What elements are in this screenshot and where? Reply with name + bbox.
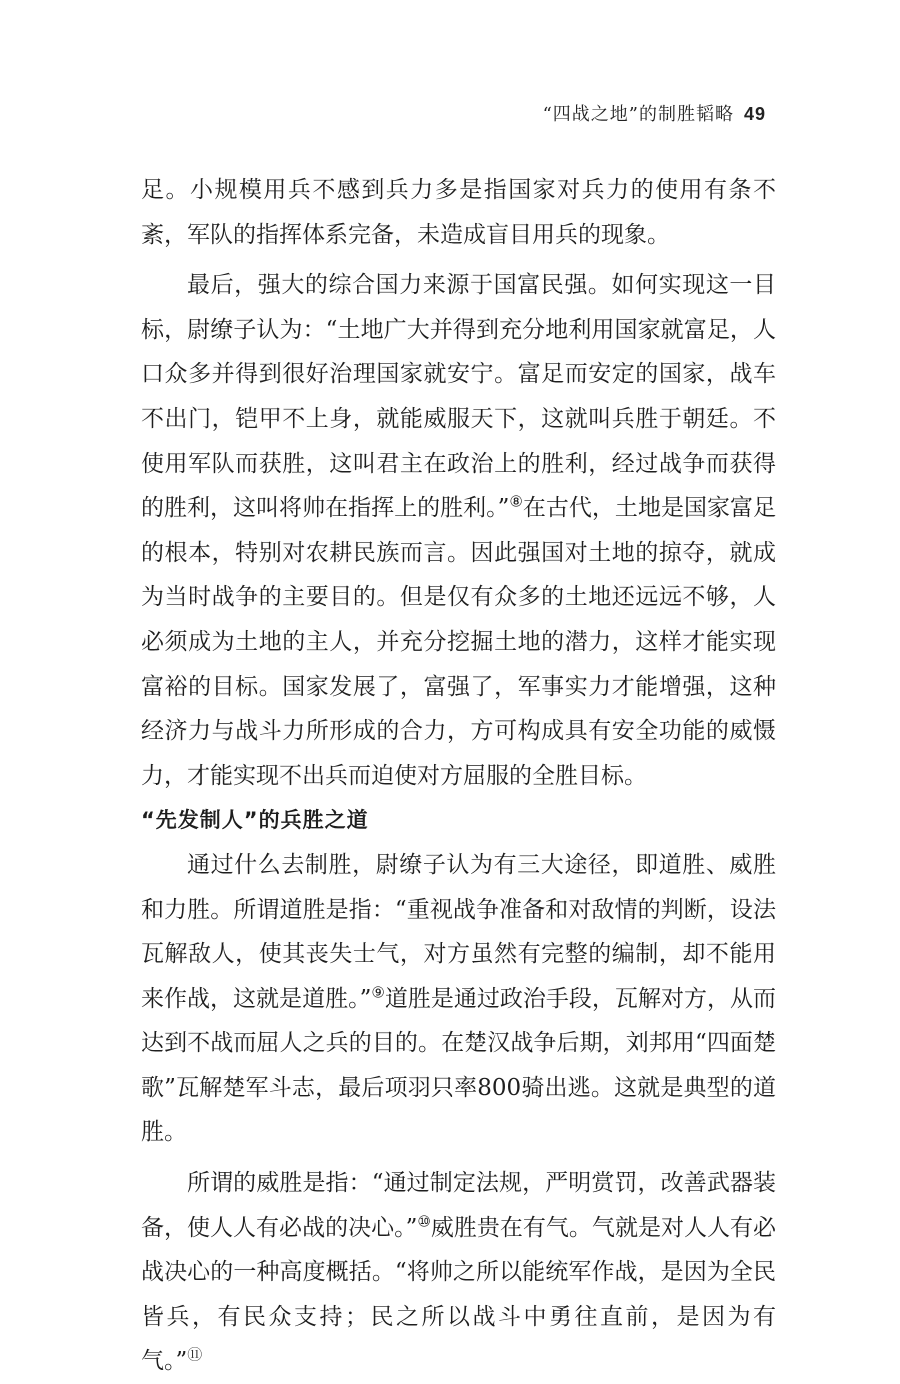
paragraph-text: 道胜是通过政治手段，瓦解对方，从而达到不战而屈人之兵的目的。在楚汉战争后期，刘邦用“四面楚歌”瓦解楚军斗志，最后项羽只率800骑出逃。这就是典型的道胜。 xyxy=(141,985,776,1146)
paragraph-continued xyxy=(141,168,776,257)
paragraph-text: 威胜贵在有气。气就是对人人有必战决心的一种高度概括。“将帅之所以能统军作战，是因为全民皆兵，有民众支持；民之所以战斗中勇往直前，是因为有气。” xyxy=(141,1214,777,1375)
running-header xyxy=(543,100,766,126)
paragraph-text: 足。小规模用兵不感到兵力多是指国家对兵力的使用有条不紊，军队的指挥体系完备，未造成盲目用兵的现象。 xyxy=(141,177,776,248)
paragraph-wei-victory xyxy=(141,1161,776,1384)
footnote-marker[interactable]: ⑨ xyxy=(371,983,385,1002)
paragraph-national-strength xyxy=(141,263,776,798)
footnote-marker[interactable]: ⑩ xyxy=(417,1212,431,1230)
running-title: “四战之地”的制胜韬略 xyxy=(542,104,734,125)
footnote-marker[interactable]: ⑪ xyxy=(187,1345,203,1364)
paragraph-dao-victory xyxy=(141,843,776,1155)
paragraph-text: 最后，强大的综合国力来源于国富民强。如何实现这一目标，尉缭子认为：“土地广大并得到充分地利用国家就富足，人口众多并得到很好治理国家就安宁。富足而安定的国家，战车不出门，铠甲不上身，就能威服天下，这就叫兵胜于朝廷。不使用军队而获胜，这叫君主在政治上的胜利，经过战争而获得的胜利，这叫将帅在指挥上的胜利。” xyxy=(141,272,776,522)
footnote-marker[interactable]: ⑧ xyxy=(509,492,523,511)
section-heading: “先发制人”的兵胜之道 xyxy=(141,808,369,833)
page-number: 49 xyxy=(743,104,766,124)
paragraph-text: 所谓的威胜是指：“通过制定法规，严明赏罚，改善武器装备，使人人有必战的决心。” xyxy=(141,1170,776,1241)
paragraph-text: 在古代，土地是国家富足的根本，特别对农耕民族而言。因此强国对土地的掠夺，就成为当时战争的主要目的。但是仅有众多的土地还远远不够，人必须成为土地的主人，并充分挖掘土地的潜力，这样才能实现富裕的目标。国家发展了，富强了，军事实力才能增强，这种经济力与战斗力所形成的合力，方可构成具有安全功能的威慑力，才能实现不出兵而迫使对方屈服的全胜目标。 xyxy=(141,495,776,789)
paragraph-text: 通过什么去制胜，尉缭子认为有三大途径，即道胜、威胜和力胜。所谓道胜是指：“重视战争准备和对敌情的判断，设法瓦解敌人，使其丧失士气，对方虽然有完整的编制，却不能用来作战，这就是道胜。” xyxy=(141,851,776,1012)
body-text xyxy=(141,168,776,1384)
